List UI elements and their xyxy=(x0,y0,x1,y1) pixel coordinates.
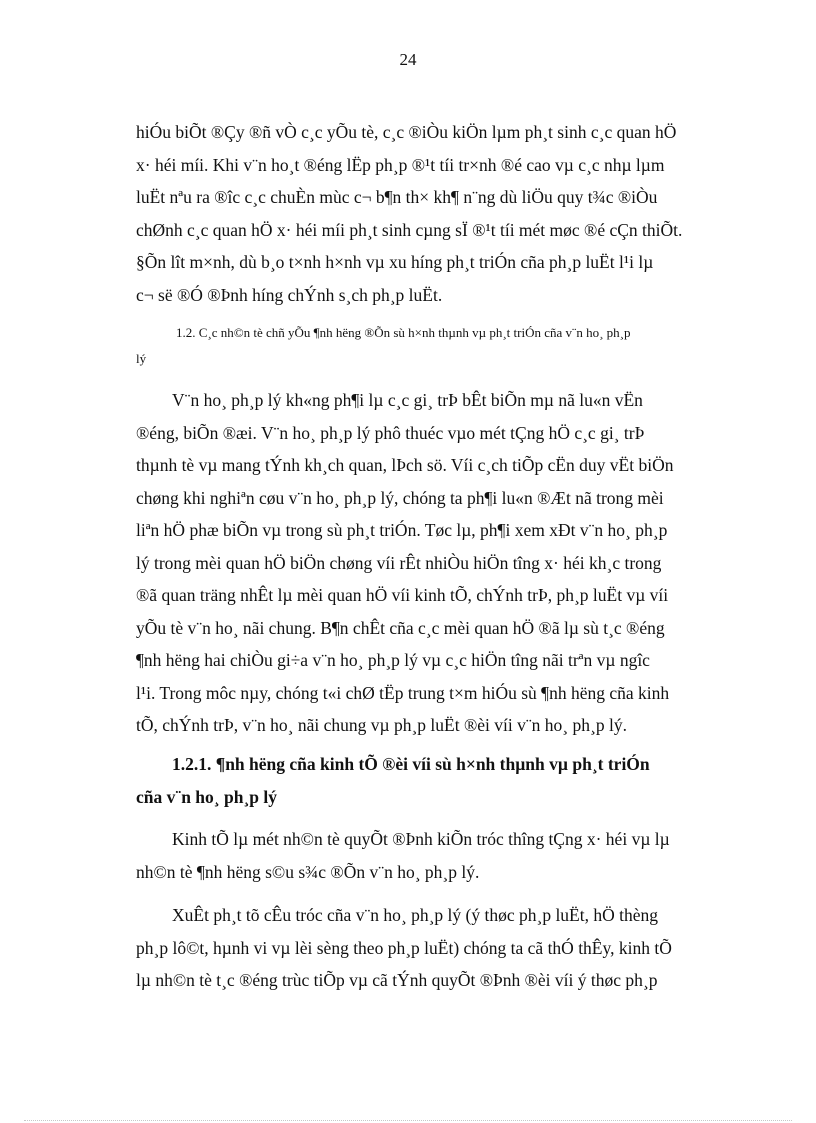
section-heading-1-2 xyxy=(136,320,768,372)
paragraph-3 xyxy=(136,823,768,888)
paragraph-line: luËt nªu ra ®îc c¸c chuÈn mùc c¬ b¶n th× kh¶ n¨ng dù liÖu quy t¾c ®iÒu xyxy=(136,187,658,207)
paragraph-line: chØnh c¸c quan hÖ x· héi míi ph¸t sinh cµng sÏ ®¹t tíi mét møc ®é cÇn thiÕt. xyxy=(136,219,683,240)
heading-line: 1.2.1. ¶nh hëng cña kinh tÕ ®èi víi sù h×nh thµnh vµ ph¸t triÓn xyxy=(172,754,650,774)
paragraph-line: liªn hÖ phæ biÕn vµ trong sù ph¸t triÓn. Tøc lµ, ph¶i xem xÐt v¨n ho¸ ph¸p xyxy=(136,520,668,540)
paragraph-line: V¨n ho¸ ph¸p lý kh«ng ph¶i lµ c¸c gi¸ trÞ bÊt biÕn mµ nã lu«n vËn xyxy=(172,390,643,410)
section-heading-1-2-1 xyxy=(136,748,768,813)
page-number: 24 xyxy=(399,50,417,69)
paragraph-line: lµ nh©n tè t¸c ®éng trùc tiÕp vµ cã tÝnh quyÕt ®Þnh ®èi víi ý thøc ph¸p xyxy=(136,970,658,990)
paragraph-line: lý trong mèi quan hÖ biÖn chøng víi rÊt nhiÒu hiÖn tîng x· héi kh¸c trong xyxy=(136,552,662,573)
heading-line: 1.2. C¸c nh©n tè chñ yÕu ¶nh hëng ®Õn sù h×nh thµnh vµ ph¸t triÓn cña v¨n ho¸ ph¸p xyxy=(176,325,631,340)
paragraph-line: XuÊt ph¸t tõ cÊu tróc cña v¨n ho¸ ph¸p lý (ý thøc ph¸p luËt, hÖ thèng xyxy=(172,905,659,925)
paragraph-line: nh©n tè ¶nh hëng s©u s¾c ®Õn v¨n ho¸ ph¸p lý. xyxy=(136,861,480,882)
paragraph-line: ®éng, biÕn ®æi. V¨n ho¸ ph¸p lý phô thuéc vµo mét tÇng hÖ c¸c gi¸ trÞ xyxy=(136,422,645,443)
paragraph-line: thµnh tè vµ mang tÝnh kh¸ch quan, lÞch sö. Víi c¸ch tiÕp cËn duy vËt biÖn xyxy=(136,455,674,475)
paragraph-line: tÕ, chÝnh trÞ, v¨n ho¸ nãi chung vµ ph¸p luËt ®èi víi v¨n ho¸ ph¸p lý. xyxy=(136,715,627,735)
paragraph-line: ph¸p lô©t, hµnh vi vµ lèi sèng theo ph¸p luËt) chóng ta cã thÓ thÊy, kinh tÕ xyxy=(136,937,672,958)
paragraph-line: l¹i. Trong môc nµy, chóng t«i chØ tËp trung t×m hiÓu sù ¶nh hëng cña kinh xyxy=(136,682,670,703)
paragraph-1 xyxy=(136,116,768,311)
paragraph-line: c¬ së ®Ó ®Þnh híng chÝnh s¸ch ph¸p luËt. xyxy=(136,284,443,305)
paragraph-line: x· héi míi. Khi v¨n ho¸t ®éng lËp ph¸p ®¹t tíi tr×nh ®é cao vµ c¸c nhµ lµm xyxy=(136,154,665,175)
paragraph-2 xyxy=(136,384,768,742)
paragraph-line: ®ã quan träng nhÊt lµ mèi quan hÖ víi kinh tÕ, chÝnh trÞ, ph¸p luËt vµ víi xyxy=(136,585,669,605)
paragraph-line: Kinh tÕ lµ mét nh©n tè quyÕt ®Þnh kiÕn tróc thîng tÇng x· héi vµ lµ xyxy=(172,829,670,849)
heading-line: cña v¨n ho¸ ph¸p lý xyxy=(136,786,278,807)
page-bottom-rule xyxy=(24,1120,792,1121)
paragraph-line: ¶nh hëng hai chiÒu gi÷a v¨n ho¸ ph¸p lý vµ c¸c hiÖn tîng nãi trªn vµ ngîc xyxy=(136,650,650,670)
paragraph-line: yÕu tè v¨n ho¸ nãi chung. B¶n chÊt cña c¸c mèi quan hÖ ®ã lµ sù t¸c ®éng xyxy=(136,617,665,638)
paragraph-4 xyxy=(136,899,768,997)
heading-line: lý xyxy=(136,351,147,366)
paragraph-line: §Õn lît m×nh, dù b¸o t×nh h×nh vµ xu híng ph¸t triÓn cña ph¸p luËt l¹i lµ xyxy=(136,252,654,272)
paragraph-line: hiÓu biÕt ®Çy ®ñ vÒ c¸c yÕu tè, c¸c ®iÒu kiÖn lµm ph¸t sinh c¸c quan hÖ xyxy=(136,122,677,142)
paragraph-line: chøng khi nghiªn cøu v¨n ho¸ ph¸p lý, chóng ta ph¶i lu«n ®Æt nã trong mèi xyxy=(136,487,664,508)
